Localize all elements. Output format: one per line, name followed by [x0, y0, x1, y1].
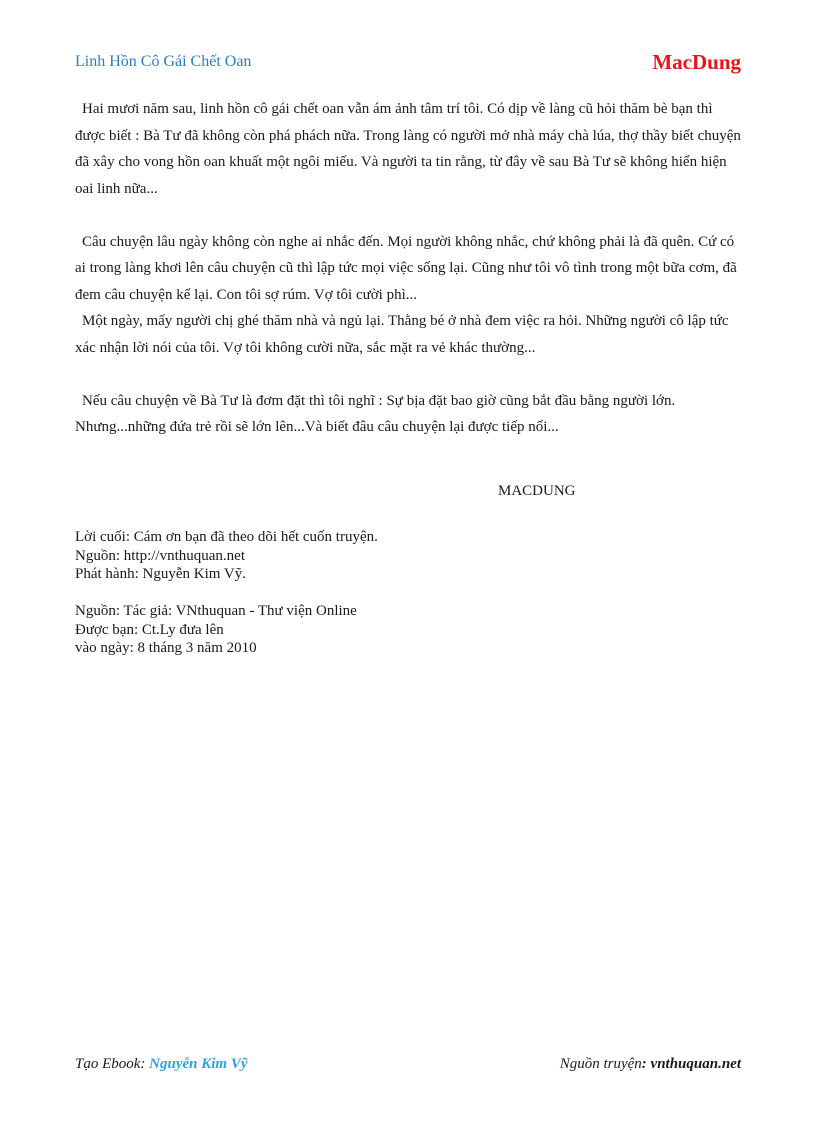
- paragraph-gap: [75, 361, 745, 388]
- footer-ebook-credit: [75, 1056, 248, 1073]
- footer-ebook-creator: Nguyễn Kim Vỹ: [149, 1056, 248, 1072]
- story-body: [75, 96, 745, 441]
- page-header: [75, 50, 741, 76]
- story-paragraph-1: Hai mươi năm sau, linh hồn cô gái chết oan vẫn ám ảnh tâm trí tôi. Có dịp về làng cũ hỏi thăm bè bạn thì được biết : Bà Tư đã không còn phá phách nữa. Trong làng có người mở nhà máy chà lúa, thợ thầy biết chuyện đã xây cho vong hồn oan khuất một ngôi miếu. Và người ta tin rằng, từ đây về sau Bà Tư sẽ không hiển hiện oai linh nữa...: [75, 101, 741, 197]
- story-paragraph-3: Một ngày, mấy người chị ghé thăm nhà và ngủ lại. Thằng bé ở nhà đem việc ra hỏi. Những người cô lập tức xác nhận lời nói của tôi. Vợ tôi không cười nữa, sắc mặt ra vẻ khác thường...: [75, 313, 729, 356]
- footer-source-separator: :: [641, 1056, 651, 1072]
- note-publisher: Phát hành: Nguyễn Kim Vỹ.: [75, 566, 246, 582]
- note-upload-date: vào ngày: 8 tháng 3 năm 2010: [75, 640, 257, 656]
- note-closing-thanks: Lời cuối: Cám ơn bạn đã theo dõi hết cuốn truyện.: [75, 529, 378, 545]
- footer-ebook-separator: :: [140, 1056, 150, 1072]
- footer-source-label: Nguồn truyện: [559, 1056, 642, 1072]
- notes-spacer: [75, 584, 378, 603]
- note-author-source: Nguồn: Tác giả: VNthuquan - Thư viện Online: [75, 603, 357, 619]
- page-footer: [75, 1056, 741, 1076]
- footer-source-credit: [560, 1056, 741, 1073]
- footer-source-site: vnthuquan.net: [650, 1056, 741, 1072]
- note-source-url: Nguồn: http://vnthuquan.net: [75, 547, 245, 564]
- footer-ebook-label: Tạo Ebook: [75, 1056, 141, 1072]
- book-title: Linh Hồn Cô Gái Chết Oan: [75, 53, 252, 70]
- story-paragraph-4: Nếu câu chuyện về Bà Tư là đơm đặt thì tôi nghĩ : Sự bịa đặt bao giờ cũng bắt đầu bằng người lớn. Nhưng...những đứa trẻ rồi sẽ lớn lên...Và biết đâu câu chuyện lại được tiếp nối...: [75, 392, 676, 435]
- closing-notes: [75, 528, 378, 658]
- paragraph-gap: [75, 202, 745, 229]
- note-uploader: Được bạn: Ct.Ly đưa lên: [75, 621, 224, 638]
- story-paragraph-2: Câu chuyện lâu ngày không còn nghe ai nhắc đến. Mọi người không nhắc, chứ không phải là đã quên. Cứ có ai trong làng khơi lên câu chuyện cũ thì lập tức mọi việc sống lại. Cũng như tôi vô tình trong một bữa cơm, đã đem câu chuyện kể lại. Con tôi sợ rúm. Vợ tôi cười phì...: [75, 233, 737, 303]
- brand-name: MacDung: [652, 50, 741, 74]
- author-signature: MACDUNG: [498, 483, 576, 499]
